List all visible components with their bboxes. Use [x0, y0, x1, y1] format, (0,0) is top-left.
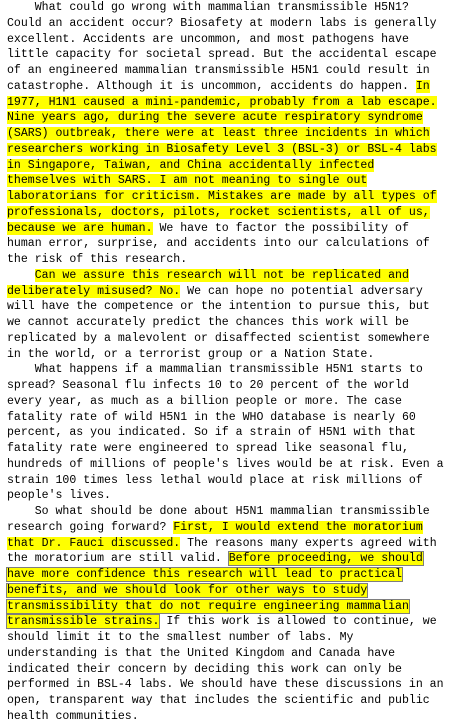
- text-line: [7, 284, 463, 300]
- text-line: [7, 0, 463, 16]
- text-line: [7, 520, 463, 536]
- text-line: [7, 315, 463, 331]
- text-line: [7, 677, 463, 693]
- text-segment: What happens if a mammalian transmissible H5N1 starts to: [7, 363, 423, 377]
- text-line: [7, 142, 463, 158]
- text-segment: What could go wrong with mammalian transmissible H5N1?: [7, 1, 409, 14]
- highlighted-text: deliberately misused? No.: [7, 284, 181, 298]
- text-line: [7, 268, 463, 284]
- text-segment: We have to factor the possibility of: [152, 221, 409, 235]
- text-line: [7, 79, 463, 95]
- text-line: [7, 158, 463, 174]
- text-line: [7, 709, 463, 725]
- text-line: [7, 488, 463, 504]
- text-segment: So what should be done about H5N1 mammalian transmissible: [7, 505, 430, 518]
- text-segment: spread? Seasonal flu infects 10 to 20 percent of the world: [7, 379, 409, 392]
- highlighted-text: laboratorians for criticism. Mistakes are made by all types of: [7, 190, 437, 203]
- text-line: [7, 583, 463, 599]
- text-line: [7, 551, 463, 567]
- text-segment: replicated by a malevolent or disaffected scientist somewhere: [7, 331, 430, 345]
- text-segment: hundreds of millions of people's lives would be at risk. Even a: [7, 457, 444, 471]
- outlined-highlighted-text: transmissibility that do not require engineering mammalian: [7, 599, 409, 613]
- highlighted-text: First, I would extend the moratorium: [173, 520, 423, 534]
- outlined-highlighted-text: Before proceeding, we should: [228, 552, 423, 566]
- text-line: [7, 32, 463, 48]
- text-segment: we cannot accurately predict the chances this work will be: [7, 316, 409, 329]
- text-line: [7, 189, 463, 205]
- text-segment: strain 100 times less lethal would place at risk millions of: [7, 473, 423, 487]
- highlighted-text: researchers working in Biosafety Level 3 (BSL-3) or BSL-4 labs: [7, 142, 437, 156]
- text-line: [7, 410, 463, 426]
- text-segment: open, transparent way that includes the scientific and public: [7, 694, 430, 707]
- text-line: [7, 110, 463, 126]
- highlighted-text: (SARS) outbreak, there were at least three incidents in which: [7, 127, 430, 140]
- text-line: [7, 126, 463, 142]
- text-line: [7, 693, 463, 709]
- highlighted-text: themselves with SARS. I am not meaning to single out: [7, 174, 368, 188]
- text-line: [7, 662, 463, 678]
- text-line: [7, 614, 463, 630]
- text-line: [7, 95, 463, 111]
- text-segment: indicated their concern by deciding this work can only be: [7, 662, 402, 676]
- text-line: [7, 236, 463, 252]
- highlighted-text: because we are human.: [7, 221, 153, 235]
- text-line: [7, 567, 463, 583]
- document-body: [7, 0, 463, 725]
- highlighted-text: that Dr. Fauci discussed.: [7, 536, 181, 550]
- text-segment: fatality rate were engineered to spread like seasonal flu,: [7, 442, 409, 455]
- text-line: [7, 599, 463, 615]
- text-line: [7, 331, 463, 347]
- text-segment: in the world, or a terrorist group or a Nation State.: [7, 347, 375, 361]
- outlined-highlighted-text: benefits, and we should look for other ways to study: [7, 583, 368, 597]
- text-line: [7, 646, 463, 662]
- text-segment: If this work is allowed to continue, we: [159, 615, 437, 629]
- text-segment: the moratorium are still valid.: [7, 552, 229, 566]
- text-segment: performed in BSL-4 labs. We should have these discussions in an: [7, 678, 444, 692]
- text-segment: health communities.: [7, 709, 139, 723]
- text-line: [7, 299, 463, 315]
- text-line: [7, 173, 463, 189]
- text-segment: people's lives.: [7, 489, 111, 503]
- text-segment: human error, surprise, and accidents into our calculations of: [7, 237, 430, 251]
- outlined-highlighted-text: transmissible strains.: [7, 615, 160, 629]
- text-line: [7, 252, 463, 268]
- highlighted-text: In: [415, 79, 430, 93]
- text-segment: catastrophe. Although it is uncommon, accidents do happen.: [7, 79, 416, 93]
- text-line: [7, 425, 463, 441]
- text-segment: [7, 269, 35, 282]
- text-segment: understanding is that the United Kingdom and Canada have: [7, 646, 396, 660]
- text-line: [7, 394, 463, 410]
- text-line: [7, 347, 463, 363]
- text-line: [7, 630, 463, 646]
- text-line: [7, 473, 463, 489]
- text-segment: We can hope no potential adversary: [180, 284, 423, 298]
- text-line: [7, 441, 463, 457]
- text-segment: The reasons many experts agreed with: [180, 536, 437, 550]
- text-segment: little capacity for societal spread. But the accidental escape: [7, 48, 437, 62]
- text-segment: the risk of this research.: [7, 253, 188, 266]
- text-line: [7, 504, 463, 520]
- text-line: [7, 362, 463, 378]
- text-line: [7, 457, 463, 473]
- outlined-highlighted-text: have more confidence this research will lead to practical: [7, 568, 402, 581]
- text-line: [7, 47, 463, 63]
- text-segment: will have the competence or the intention to pursue this, but: [7, 300, 430, 314]
- text-segment: of an engineered mammalian transmissible H5N1 could result in: [7, 64, 430, 77]
- text-segment: fatality rate of wild H5N1 in the WHO database is nearly 60: [7, 410, 416, 424]
- text-segment: every year, as much as a billion people or more. The case: [7, 394, 402, 408]
- highlighted-text: professionals, doctors, pilots, rocket scientists, all of us,: [7, 205, 430, 219]
- text-segment: research going forward?: [7, 520, 174, 534]
- highlighted-text: 1977, H1N1 caused a mini-pandemic, probably from a lab escape.: [7, 95, 437, 109]
- text-line: [7, 63, 463, 79]
- text-line: [7, 378, 463, 394]
- text-segment: should limit it to the smallest number of labs. My: [7, 631, 354, 644]
- highlighted-text: Can we assure this research will not be replicated and: [34, 268, 409, 282]
- highlighted-text: Nine years ago, during the severe acute respiratory syndrome: [7, 111, 423, 125]
- text-line: [7, 536, 463, 552]
- text-segment: percent, as you indicated. So if a strain of H5N1 with that: [7, 426, 416, 440]
- text-line: [7, 16, 463, 32]
- highlighted-text: in Singapore, Taiwan, and China accidentally infected: [7, 158, 375, 172]
- text-line: [7, 221, 463, 237]
- text-segment: Could an accident occur? Biosafety at modern labs is generally: [7, 16, 437, 30]
- text-line: [7, 205, 463, 221]
- text-segment: excellent. Accidents are uncommon, and most pathogens have: [7, 32, 409, 46]
